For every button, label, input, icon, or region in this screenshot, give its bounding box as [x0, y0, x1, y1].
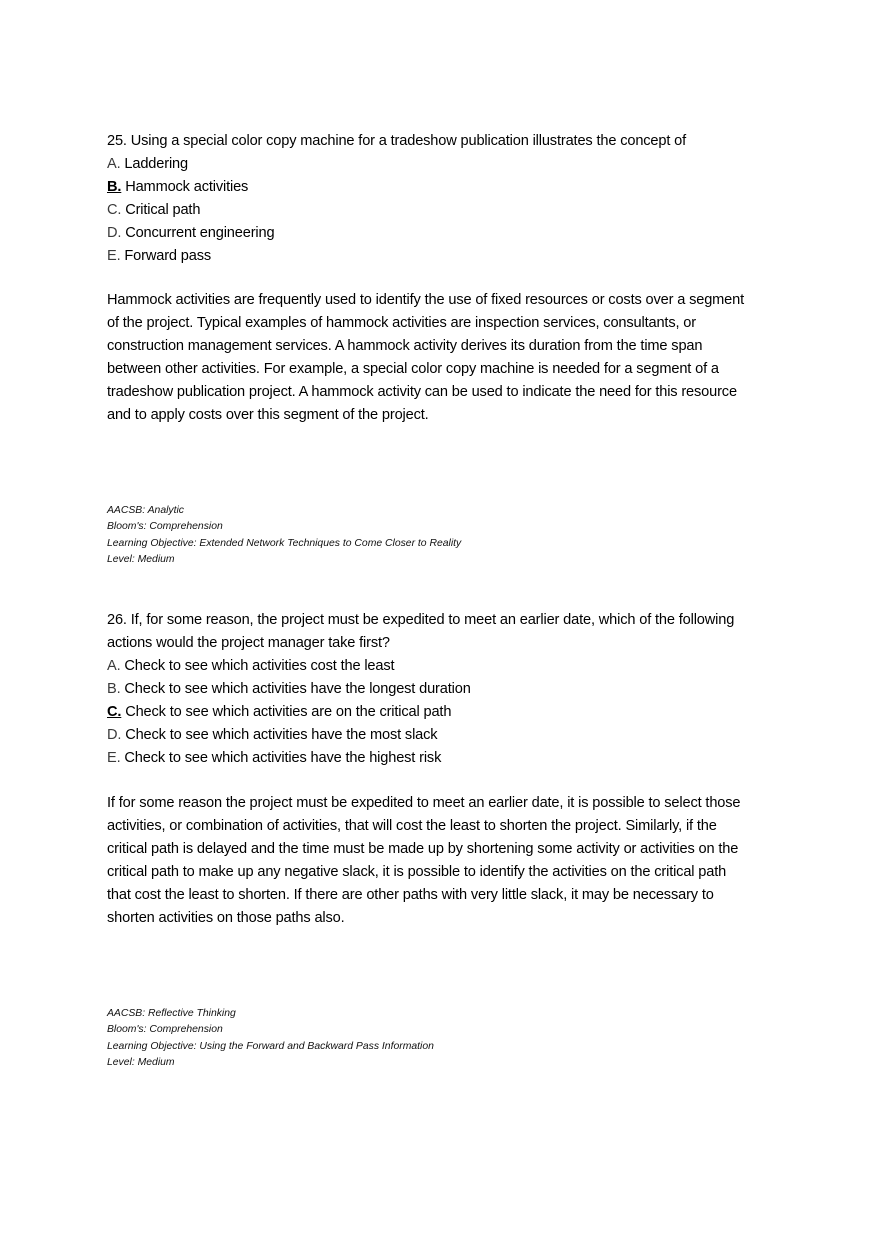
option-text: Check to see which activities have the highest risk — [120, 750, 442, 766]
option-text: Forward pass — [120, 248, 212, 264]
question-26 — [107, 609, 779, 770]
option-c-correct — [107, 701, 779, 724]
option-letter: E. — [107, 248, 121, 264]
option-letter-correct: B. — [107, 179, 122, 195]
stem-line: actions would the project manager take first? — [107, 635, 390, 651]
explanation-line: construction management services. A hammock activity derives its duration from the time span — [107, 338, 703, 354]
stem-line: 25. Using a special color copy machine for a tradeshow publication illustrates the concept of — [107, 133, 687, 149]
option-letter: E. — [107, 750, 121, 766]
explanation-line: shorten activities on those paths also. — [107, 910, 345, 926]
option-text: Hammock activities — [121, 179, 249, 195]
question-25 — [107, 130, 779, 268]
option-e — [107, 245, 779, 268]
option-letter: C. — [107, 202, 122, 218]
aacsb-tag: AACSB: Analytic — [107, 505, 184, 516]
question-stem — [107, 609, 779, 655]
option-text: Check to see which activities cost the least — [120, 658, 395, 674]
option-letter: D. — [107, 225, 122, 241]
option-b-correct — [107, 176, 779, 199]
option-text: Check to see which activities have the longest duration — [120, 681, 471, 697]
option-e — [107, 747, 779, 770]
option-letter: A. — [107, 658, 121, 674]
explanation-line: between other activities. For example, a special color copy machine is needed for a segment of a — [107, 361, 719, 377]
explanation-line: that cost the least to shorten. If there are other paths with very little slack, it may be necessary to — [107, 887, 714, 903]
option-text: Check to see which activities have the most slack — [121, 727, 438, 743]
answer-options — [107, 655, 779, 770]
learning-objective-tag: Learning Objective: Using the Forward and Backward Pass Information — [107, 1040, 434, 1052]
option-text: Check to see which activities are on the critical path — [121, 704, 452, 720]
option-d — [107, 724, 779, 747]
explanation-line: If for some reason the project must be expedited to meet an earlier date, it is possible to select those — [107, 795, 741, 811]
level-tag: Level: Medium — [107, 553, 175, 565]
metadata-26 — [107, 1006, 779, 1071]
option-d — [107, 222, 779, 245]
option-b — [107, 678, 779, 701]
option-letter: D. — [107, 727, 122, 743]
explanation-line: Hammock activities are frequently used to identify the use of fixed resources or costs over a segment — [107, 292, 745, 308]
level-tag: Level: Medium — [107, 1056, 175, 1068]
explanation-line: activities, or combination of activities, that will cost the least to shorten the project. Similarly, if the — [107, 818, 717, 834]
explanation-line: critical path to make up any negative slack, it is possible to identify the activities on the critical path — [107, 864, 727, 880]
answer-options — [107, 153, 779, 268]
explanation-26 — [107, 792, 779, 930]
metadata-25 — [107, 503, 779, 568]
blooms-tag: Bloom's: Comprehension — [107, 1024, 223, 1036]
stem-line: 26. If, for some reason, the project must be expedited to meet an earlier date, which of the following — [107, 612, 735, 628]
option-a — [107, 655, 779, 678]
option-letter: A. — [107, 156, 121, 172]
option-letter-correct: C. — [107, 704, 122, 720]
blooms-tag: Bloom's: Comprehension — [107, 521, 223, 533]
option-text: Concurrent engineering — [121, 225, 275, 241]
aacsb-tag: AACSB: Reflective Thinking — [107, 1008, 236, 1019]
option-text: Laddering — [120, 156, 188, 172]
explanation-line: tradeshow publication project. A hammock activity can be used to indicate the need for this resource — [107, 384, 737, 400]
explanation-line: critical path is delayed and the time must be made up by shortening some activity or activities on the — [107, 841, 739, 857]
option-letter: B. — [107, 681, 121, 697]
learning-objective-tag: Learning Objective: Extended Network Techniques to Come Closer to Reality — [107, 537, 462, 549]
option-c — [107, 199, 779, 222]
explanation-line: of the project. Typical examples of hammock activities are inspection services, consultants, or — [107, 315, 696, 331]
explanation-line: and to apply costs over this segment of the project. — [107, 407, 429, 423]
explanation-25 — [107, 289, 779, 427]
option-text: Critical path — [121, 202, 201, 218]
question-stem — [107, 130, 779, 153]
option-a — [107, 153, 779, 176]
